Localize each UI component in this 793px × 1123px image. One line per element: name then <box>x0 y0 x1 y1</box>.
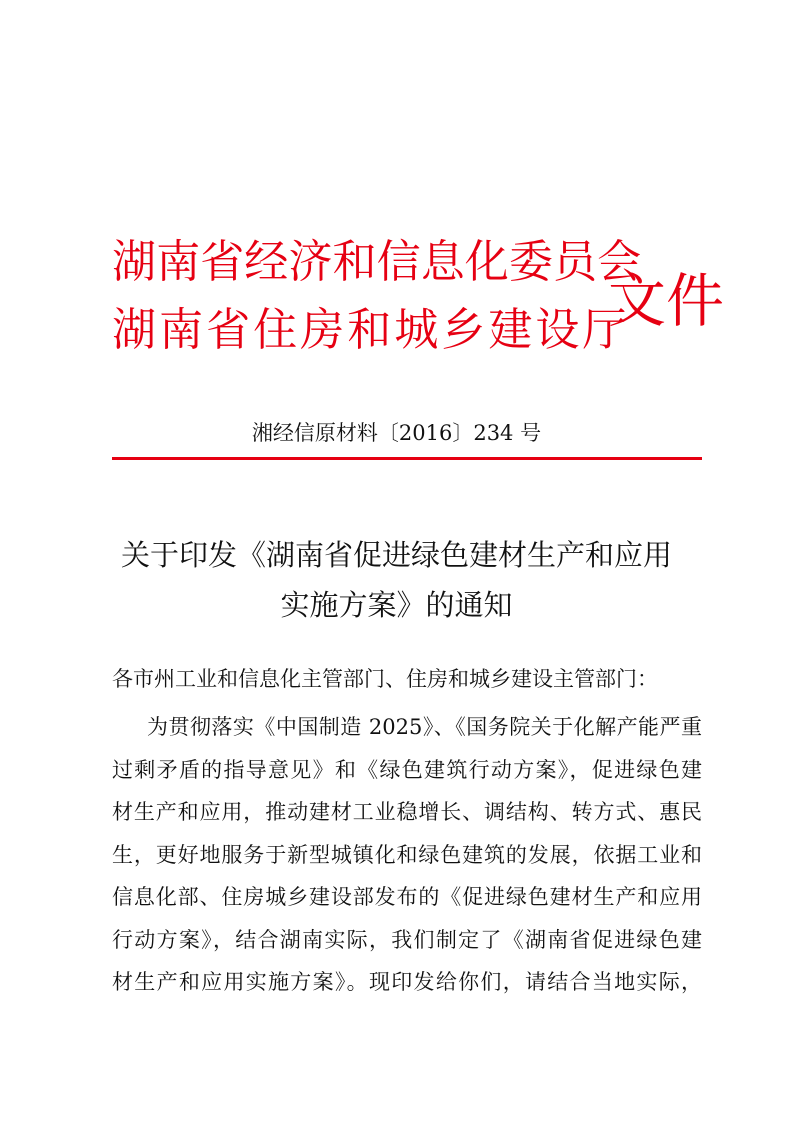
title-line-2: 实施方案》的通知 <box>280 588 513 622</box>
body-line: 材生产和应用实施方案》。现印发给你们，请结合当地实际， <box>112 970 702 994</box>
issuer-name-1: 湖南省经济和信息化委员会 <box>112 235 642 288</box>
body-line: 生，更好地服务于新型城镇化和绿色建筑的发展，依据工业和 <box>112 842 702 867</box>
recipients-line: 各市州工业和信息化主管部门、住房和城乡建设主管部门： <box>112 667 658 691</box>
body-line: 为贯彻落实《中国制造 2025》、《国务院关于化解产能严重 <box>147 715 702 739</box>
document-type-label: 文件 <box>608 267 725 335</box>
red-divider <box>112 457 702 460</box>
body-line: 信息化部、住房城乡建设部发布的《促进绿色建材生产和应用 <box>112 885 702 909</box>
body-line: 材生产和应用，推动建材工业稳增长、调结构、转方式、惠民 <box>112 800 702 824</box>
body-line: 行动方案》，结合湖南实际，我们制定了《湖南省促进绿色建 <box>112 927 702 952</box>
document-title <box>0 530 793 630</box>
body-line: 过剩矛盾的指导意见》和《绿色建筑行动方案》，促进绿色建 <box>112 757 702 782</box>
issuer-name-2: 湖南省住房和城乡建设厅 <box>112 303 630 356</box>
body-paragraph <box>112 706 702 1004</box>
document-header <box>112 228 725 368</box>
document-number: 湘经信原材料〔2016〕234 号 <box>251 421 542 445</box>
title-line-1: 关于印发《湖南省促进绿色建材生产和应用 <box>120 538 672 572</box>
